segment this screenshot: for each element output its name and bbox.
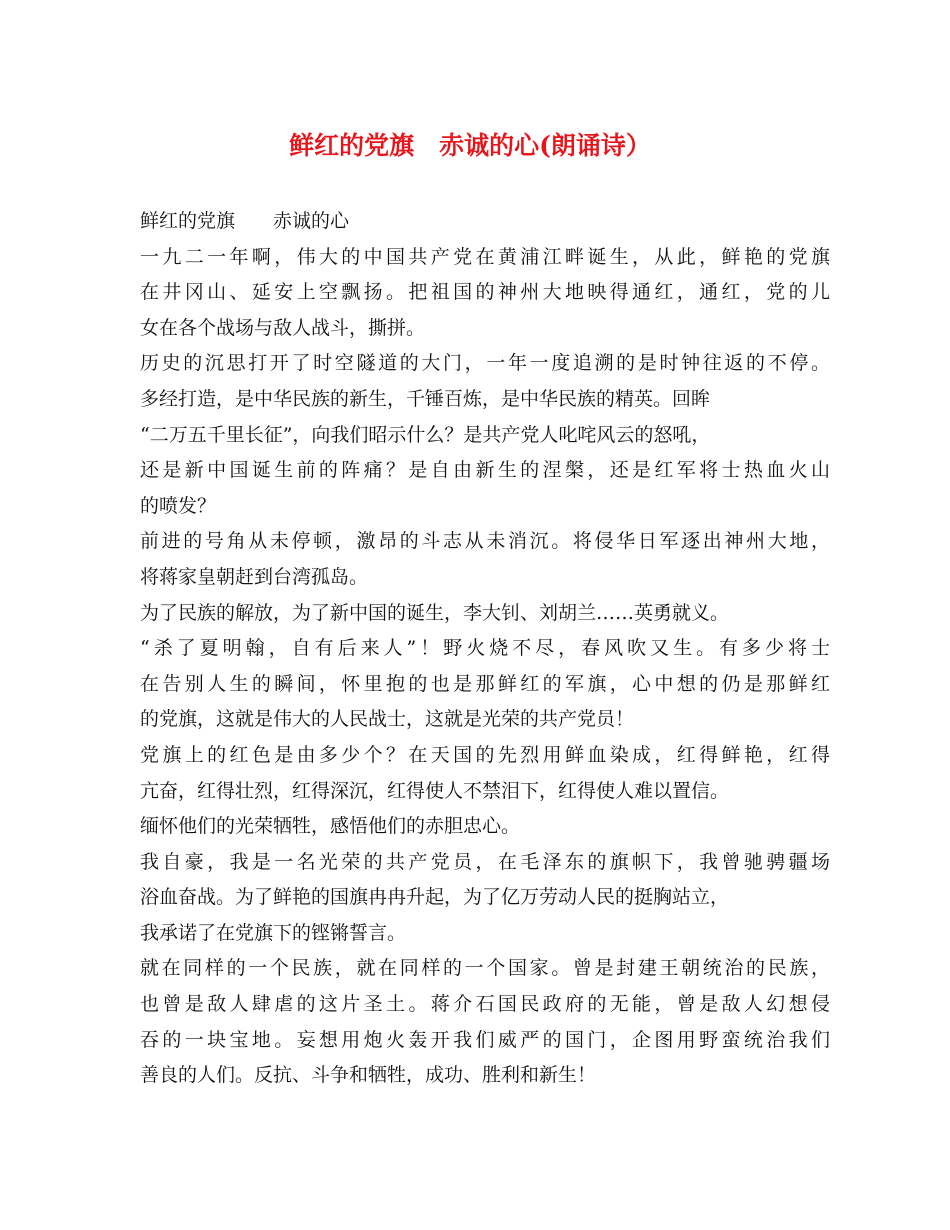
poem-line: 在井冈山、延安上空飘扬。把祖国的神州大地映得通红，通红，党的儿	[140, 281, 830, 304]
poem-line: 也曾是敌人肆虐的这片圣土。蒋介石国民政府的无能，曾是敌人幻想侵	[140, 993, 830, 1016]
poem-line: 的党旗，这就是伟大的人民战士，这就是光荣的共产党员！	[140, 708, 635, 731]
poem-line: 在告别人生的瞬间，怀里抱的也是那鲜红的军旗，心中想的仍是那鲜红	[140, 672, 830, 695]
poem-line: 我自豪，我是一名光荣的共产党员，在毛泽东的旗帜下，我曾驰骋疆场	[140, 850, 830, 873]
poem-line: 缅怀他们的光荣牺牲，感悟他们的赤胆忠心。	[140, 815, 521, 838]
poem-title: 鲜红的党旗 赤诚的心(朗诵诗）	[289, 131, 651, 160]
poem-line: 亢奋，红得壮烈，红得深沉，红得使人不禁泪下，红得使人难以置信。	[140, 779, 730, 802]
poem-line: 为了民族的解放，为了新中国的诞生，李大钊、刘胡兰……英勇就义。	[140, 601, 730, 624]
poem-line: 历史的沉思打开了时空隧道的大门，一年一度追溯的是时钟往返的不停。	[140, 352, 830, 375]
poem-line: 就在同样的一个民族，就在同样的一个国家。曾是封建王朝统治的民族，	[140, 957, 830, 980]
poem-line: “杀了夏明翰，自有后来人”！野火烧不尽，春风吹又生。有多少将士	[140, 637, 830, 660]
poem-line: 将蒋家皇朝赶到台湾孤岛。	[140, 565, 369, 588]
poem-line: 的喷发？	[140, 494, 217, 517]
poem-line: 一九二一年啊，伟大的中国共产党在黄浦江畔诞生，从此，鲜艳的党旗	[140, 245, 830, 268]
poem-line: 我承诺了在党旗下的铿锵誓言。	[140, 921, 407, 944]
poem-line: 善良的人们。反抗、斗争和牺牲，成功、胜利和新生！	[140, 1064, 597, 1087]
poem-line: 多经打造，是中华民族的新生，千锤百炼，是中华民族的精英。回眸	[140, 387, 711, 410]
poem-line: 女在各个战场与敌人战斗，撕拼。	[140, 316, 426, 339]
poem-line: 鲜红的党旗 赤诚的心	[140, 210, 350, 232]
poem-line: 党旗上的红色是由多少个？在天国的先烈用鲜血染成，红得鲜艳，红得	[140, 743, 830, 766]
poem-line: 前进的号角从未停顿，激昂的斗志从未消沉。将侵华日军逐出神州大地，	[140, 530, 830, 553]
poem-body	[140, 204, 830, 1094]
poem-line: “二万五千里长征”，向我们昭示什么？是共产党人叱咤风云的怒吼，	[140, 423, 711, 446]
poem-line: 吞的一块宝地。妄想用炮火轰开我们威严的国门，企图用野蛮统治我们	[140, 1028, 830, 1051]
poem-line: 浴血奋战。为了鲜艳的国旗冉冉升起，为了亿万劳动人民的挺胸站立，	[140, 886, 730, 909]
poem-line: 还是新中国诞生前的阵痛？是自由新生的涅槃，还是红军将士热血火山	[140, 459, 830, 482]
